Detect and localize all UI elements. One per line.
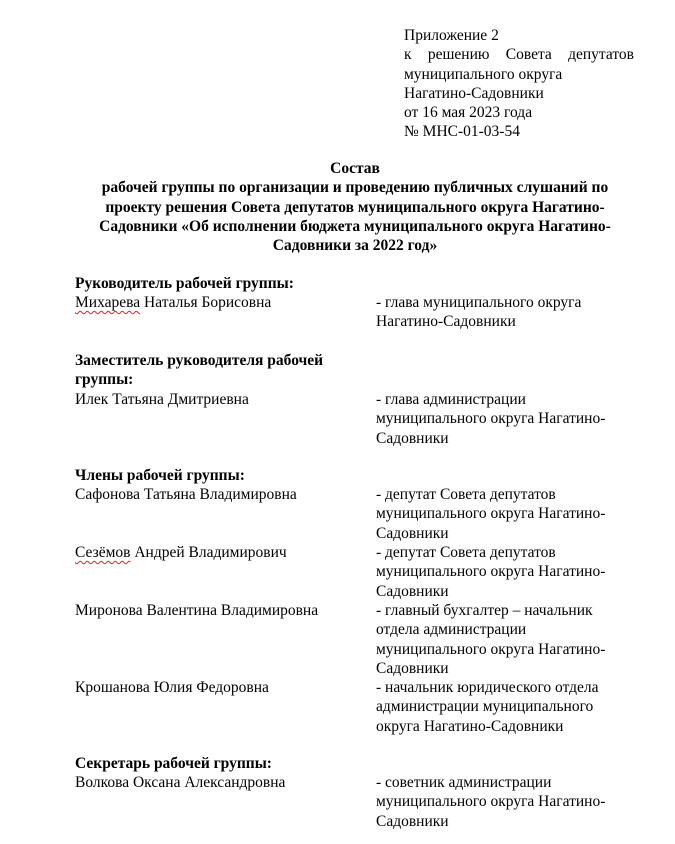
document-title bbox=[70, 159, 640, 255]
member-name bbox=[75, 543, 287, 562]
title-line: Состав bbox=[330, 160, 380, 177]
appendix-word: решению bbox=[427, 46, 490, 64]
role-line: - глава администрации bbox=[376, 391, 526, 408]
secretary-role bbox=[376, 773, 646, 831]
role-line: муниципального округа Нагатино- bbox=[376, 563, 606, 581]
title-line: рабочей группы по организации и проведению публичных слушаний по bbox=[101, 179, 609, 197]
appendix-district: муниципального округа bbox=[404, 65, 563, 83]
role-line: округа Нагатино-Садовники bbox=[376, 717, 564, 735]
role-line: Садовники bbox=[376, 659, 449, 677]
appendix-word: депутатов bbox=[568, 46, 634, 64]
member-name: Миронова Валентина Владимировна bbox=[75, 602, 319, 619]
member-name: Сафонова Татьяна Владимировна bbox=[75, 486, 297, 503]
leader-surname: Михарева bbox=[75, 294, 141, 311]
appendix-number: Приложение 2 bbox=[404, 27, 499, 44]
appendix-date: от 16 мая 2023 года bbox=[404, 104, 533, 122]
role-line: - советник администрации bbox=[376, 774, 552, 791]
appendix-decision-line bbox=[404, 45, 634, 64]
role-line: Садовники bbox=[376, 582, 449, 600]
member-name: Крошанова Юлия Федоровна bbox=[75, 679, 269, 696]
deputy-heading-line: группы: bbox=[75, 371, 134, 389]
deputy-heading-line: Заместитель руководителя рабочей bbox=[75, 352, 324, 369]
members-heading: Члены рабочей группы: bbox=[75, 467, 245, 484]
member-role bbox=[376, 543, 646, 601]
title-line: Садовники за 2022 год» bbox=[272, 237, 438, 255]
role-line: - депутат Совета депутатов bbox=[376, 486, 556, 503]
leader-heading: Руководитель рабочей группы: bbox=[75, 275, 294, 292]
appendix-word: Совета bbox=[505, 46, 552, 64]
leader-role bbox=[376, 293, 646, 332]
role-line: Садовники bbox=[376, 429, 449, 447]
appendix-district-name: Нагатино-Садовники bbox=[404, 84, 544, 102]
role-line: муниципального округа Нагатино- bbox=[376, 640, 606, 658]
member-given-names: Андрей Владимирович bbox=[130, 544, 287, 561]
role-line: муниципального округа Нагатино- bbox=[376, 410, 606, 428]
appendix-reference bbox=[404, 26, 636, 142]
role-line: - главный бухгалтер – начальник bbox=[376, 602, 593, 619]
role-line: муниципального округа Нагатино- bbox=[376, 793, 606, 811]
role-line: Садовники bbox=[376, 812, 449, 830]
member-role bbox=[376, 485, 646, 543]
appendix-doc-number: № МНС-01-03-54 bbox=[404, 123, 520, 141]
deputy-name: Илек Татьяна Дмитриевна bbox=[75, 391, 249, 408]
secretary-name: Волкова Оксана Александровна bbox=[75, 774, 286, 791]
appendix-word: к bbox=[404, 46, 412, 64]
title-line: проекту решения Совета депутатов муниципального округа Нагатино- bbox=[105, 198, 605, 216]
role-line: муниципального округа Нагатино- bbox=[376, 505, 606, 523]
role-line: - депутат Совета депутатов bbox=[376, 544, 556, 561]
role-line: Садовники bbox=[376, 524, 449, 542]
member-role bbox=[376, 601, 646, 678]
role-line: - глава муниципального округа bbox=[376, 294, 582, 311]
leader-given-names: Наталья Борисовна bbox=[140, 294, 272, 311]
member-surname: Сезёмов bbox=[75, 544, 131, 561]
member-role bbox=[376, 678, 646, 736]
deputy-heading bbox=[75, 351, 323, 390]
leader-name bbox=[75, 293, 271, 312]
deputy-role bbox=[376, 390, 646, 448]
title-line: Садовники «Об исполнении бюджета муниципального округа Нагатино- bbox=[99, 217, 611, 235]
role-line: - начальник юридического отдела bbox=[376, 679, 599, 696]
role-line: отдела администрации bbox=[376, 621, 527, 639]
role-line: администрации муниципального bbox=[376, 698, 594, 716]
role-line: Нагатино-Садовники bbox=[376, 313, 516, 331]
secretary-heading: Секретарь рабочей группы: bbox=[75, 755, 272, 772]
